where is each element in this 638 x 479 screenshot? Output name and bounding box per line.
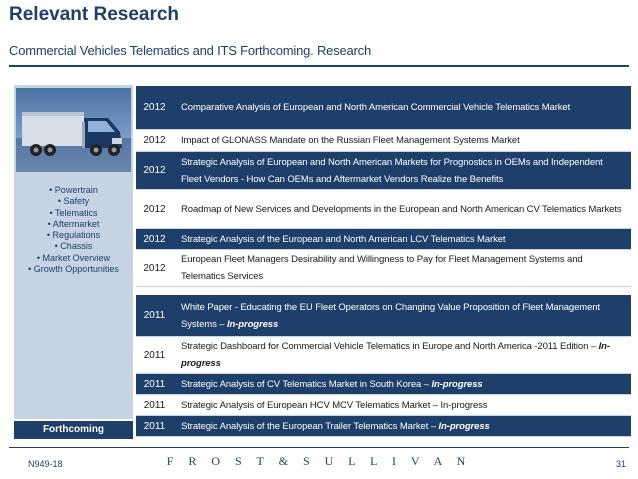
row-title: Strategic Analysis of CV Telematics Market in South Korea – [181, 378, 429, 390]
topic-item: • Telematics [49, 207, 98, 218]
table-row [136, 130, 631, 152]
topic-item: • Chassis [54, 241, 93, 252]
topic-item: • Regulations [46, 230, 101, 241]
row-title: European Fleet Managers Desirability and Willingness to Pay for Fleet Management Systems and Telematics Services [181, 254, 583, 282]
row-title: White Paper - Educating the EU Fleet Operators on Changing Value Proposition of Fleet Management Systems – [181, 301, 601, 330]
row-year: 2012 [143, 233, 166, 245]
footer-divider [9, 447, 629, 448]
table-row [136, 229, 631, 250]
topic-item: • Market Overview [36, 252, 111, 263]
table-row [136, 416, 631, 437]
row-year: 2012 [143, 102, 166, 113]
row-status: In-progress [227, 318, 279, 330]
table-row [136, 152, 631, 190]
row-year: 2012 [143, 135, 166, 146]
table-row [136, 374, 631, 395]
topic-item: • Aftermarket [47, 218, 100, 229]
row-year: 2011 [143, 420, 166, 432]
row-title: Roadmap of New Services and Developments in the European and North American CV Telematics Markets [181, 203, 622, 215]
row-status: In-progress [438, 420, 490, 432]
row-status: In-progress [181, 341, 610, 369]
forthcoming-table [136, 295, 631, 437]
table-row [136, 295, 631, 337]
page-number: 31 [616, 459, 627, 469]
row-title: Impact of GLONASS Mandate on the Russian Fleet Management Systems Market [181, 135, 520, 146]
row-year: 2011 [143, 399, 166, 411]
forthcoming-label: Forthcoming [14, 421, 133, 439]
row-title: Strategic Analysis of European HCV MCV Telematics Market – In-progress [181, 399, 488, 411]
row-year: 2011 [143, 378, 166, 390]
row-title: Strategic Analysis of the European Trailer Telematics Market – [181, 420, 436, 432]
row-year: 2012 [143, 165, 166, 176]
row-year: 2012 [143, 262, 166, 274]
row-year: 2012 [143, 203, 166, 215]
table-row [136, 250, 631, 287]
topic-list [14, 185, 133, 275]
brand-logo: F R O S T & S U L L I V A N [166, 454, 472, 468]
document-code: N949-18 [28, 459, 63, 469]
topic-item: • Powertrain [49, 185, 98, 195]
row-year: 2011 [143, 349, 166, 361]
row-status: In-progress [431, 378, 483, 390]
topic-item: • Safety [57, 196, 90, 207]
row-title: Comparative Analysis of European and North American Commercial Vehicle Telematics Market [181, 102, 571, 113]
truck-illustration [16, 88, 131, 172]
row-title: Strategic Analysis of the European and North American LCV Telematics Market [181, 233, 506, 245]
row-title: Strategic Analysis of European and North American Markets for Prognostics in OEMs and Independent Fleet Vendors - How Can OEMs and Aftermarket Vendors Realize the Benefits [181, 156, 603, 185]
table-row [136, 395, 631, 416]
page-title: Relevant Research [9, 4, 180, 25]
row-title: Strategic Dashboard for Commercial Vehicle Telematics in Europe and North America -2011 Edition – [181, 341, 597, 352]
research-table [136, 86, 631, 287]
table-row [136, 86, 631, 130]
truck-image [16, 88, 131, 172]
table-row [136, 190, 631, 229]
table-row [136, 337, 631, 374]
title-divider [9, 65, 629, 67]
topic-item: • Growth Opportunities [28, 264, 119, 275]
page-subtitle: Commercial Vehicles Telematics and ITS Forthcoming. Research [9, 43, 372, 58]
row-year: 2011 [143, 310, 166, 321]
